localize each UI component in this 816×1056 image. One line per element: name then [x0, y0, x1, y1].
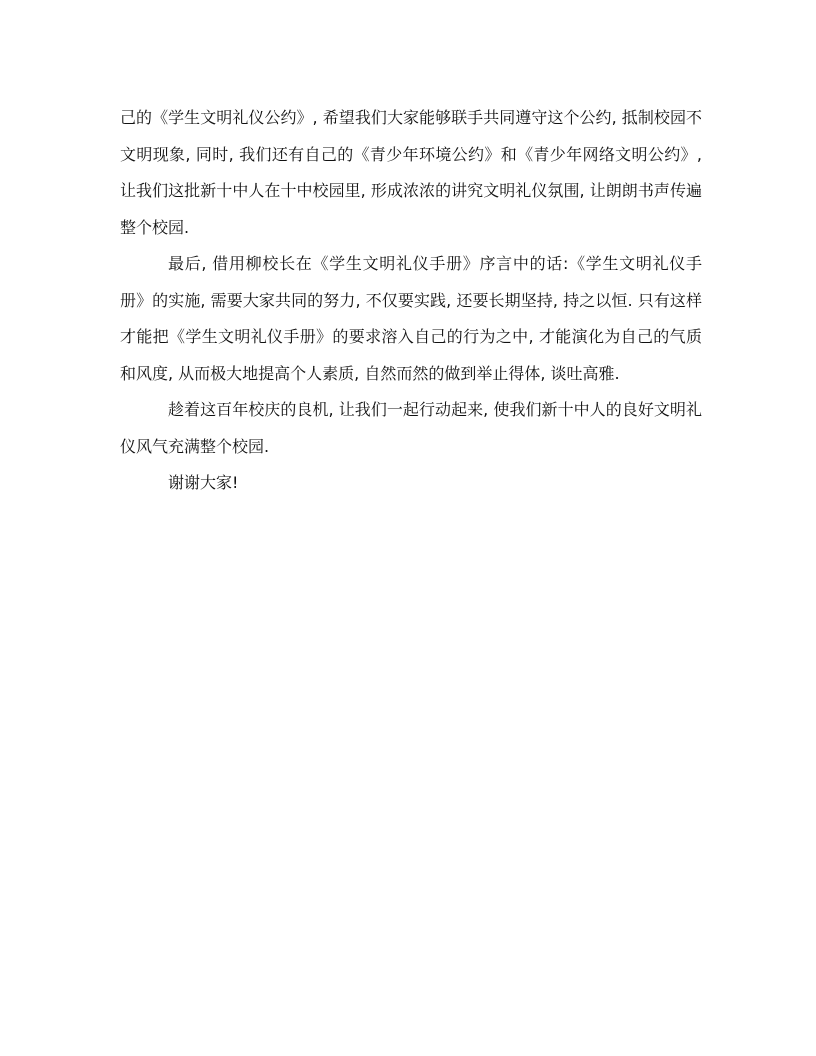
document-body [120, 100, 702, 502]
paragraph-call-to-action: 趁着这百年校庆的良机, 让我们一起行动起来, 使我们新十中人的良好文明礼仪风气充满整个校园. [120, 400, 702, 456]
paragraph-thanks: 谢谢大家! [168, 473, 239, 492]
paragraph-continuation: 己的《学生文明礼仪公约》, 希望我们大家能够联手共同遵守这个公约, 抵制校园不文明现象, 同时, 我们还有自己的《青少年环境公约》和《青少年网络文明公约》, 让我们这批新十中人在十中校园里, 形成浓浓的讲究文明礼仪氛围, 让朗朗书声传遍整个校园. [120, 108, 702, 237]
paragraph-closing-quote: 最后, 借用柳校长在《学生文明礼仪手册》序言中的话:《学生文明礼仪手册》的实施, 需要大家共同的努力, 不仅要实践, 还要长期坚持, 持之以恒. 只有这样才能把《学生文明礼仪手册》的要求溶入自己的行为之中, 才能演化为自己的气质和风度, 从而极大地提高个人素质, 自然而然的做到举止得体, 谈吐高雅. [120, 254, 702, 383]
